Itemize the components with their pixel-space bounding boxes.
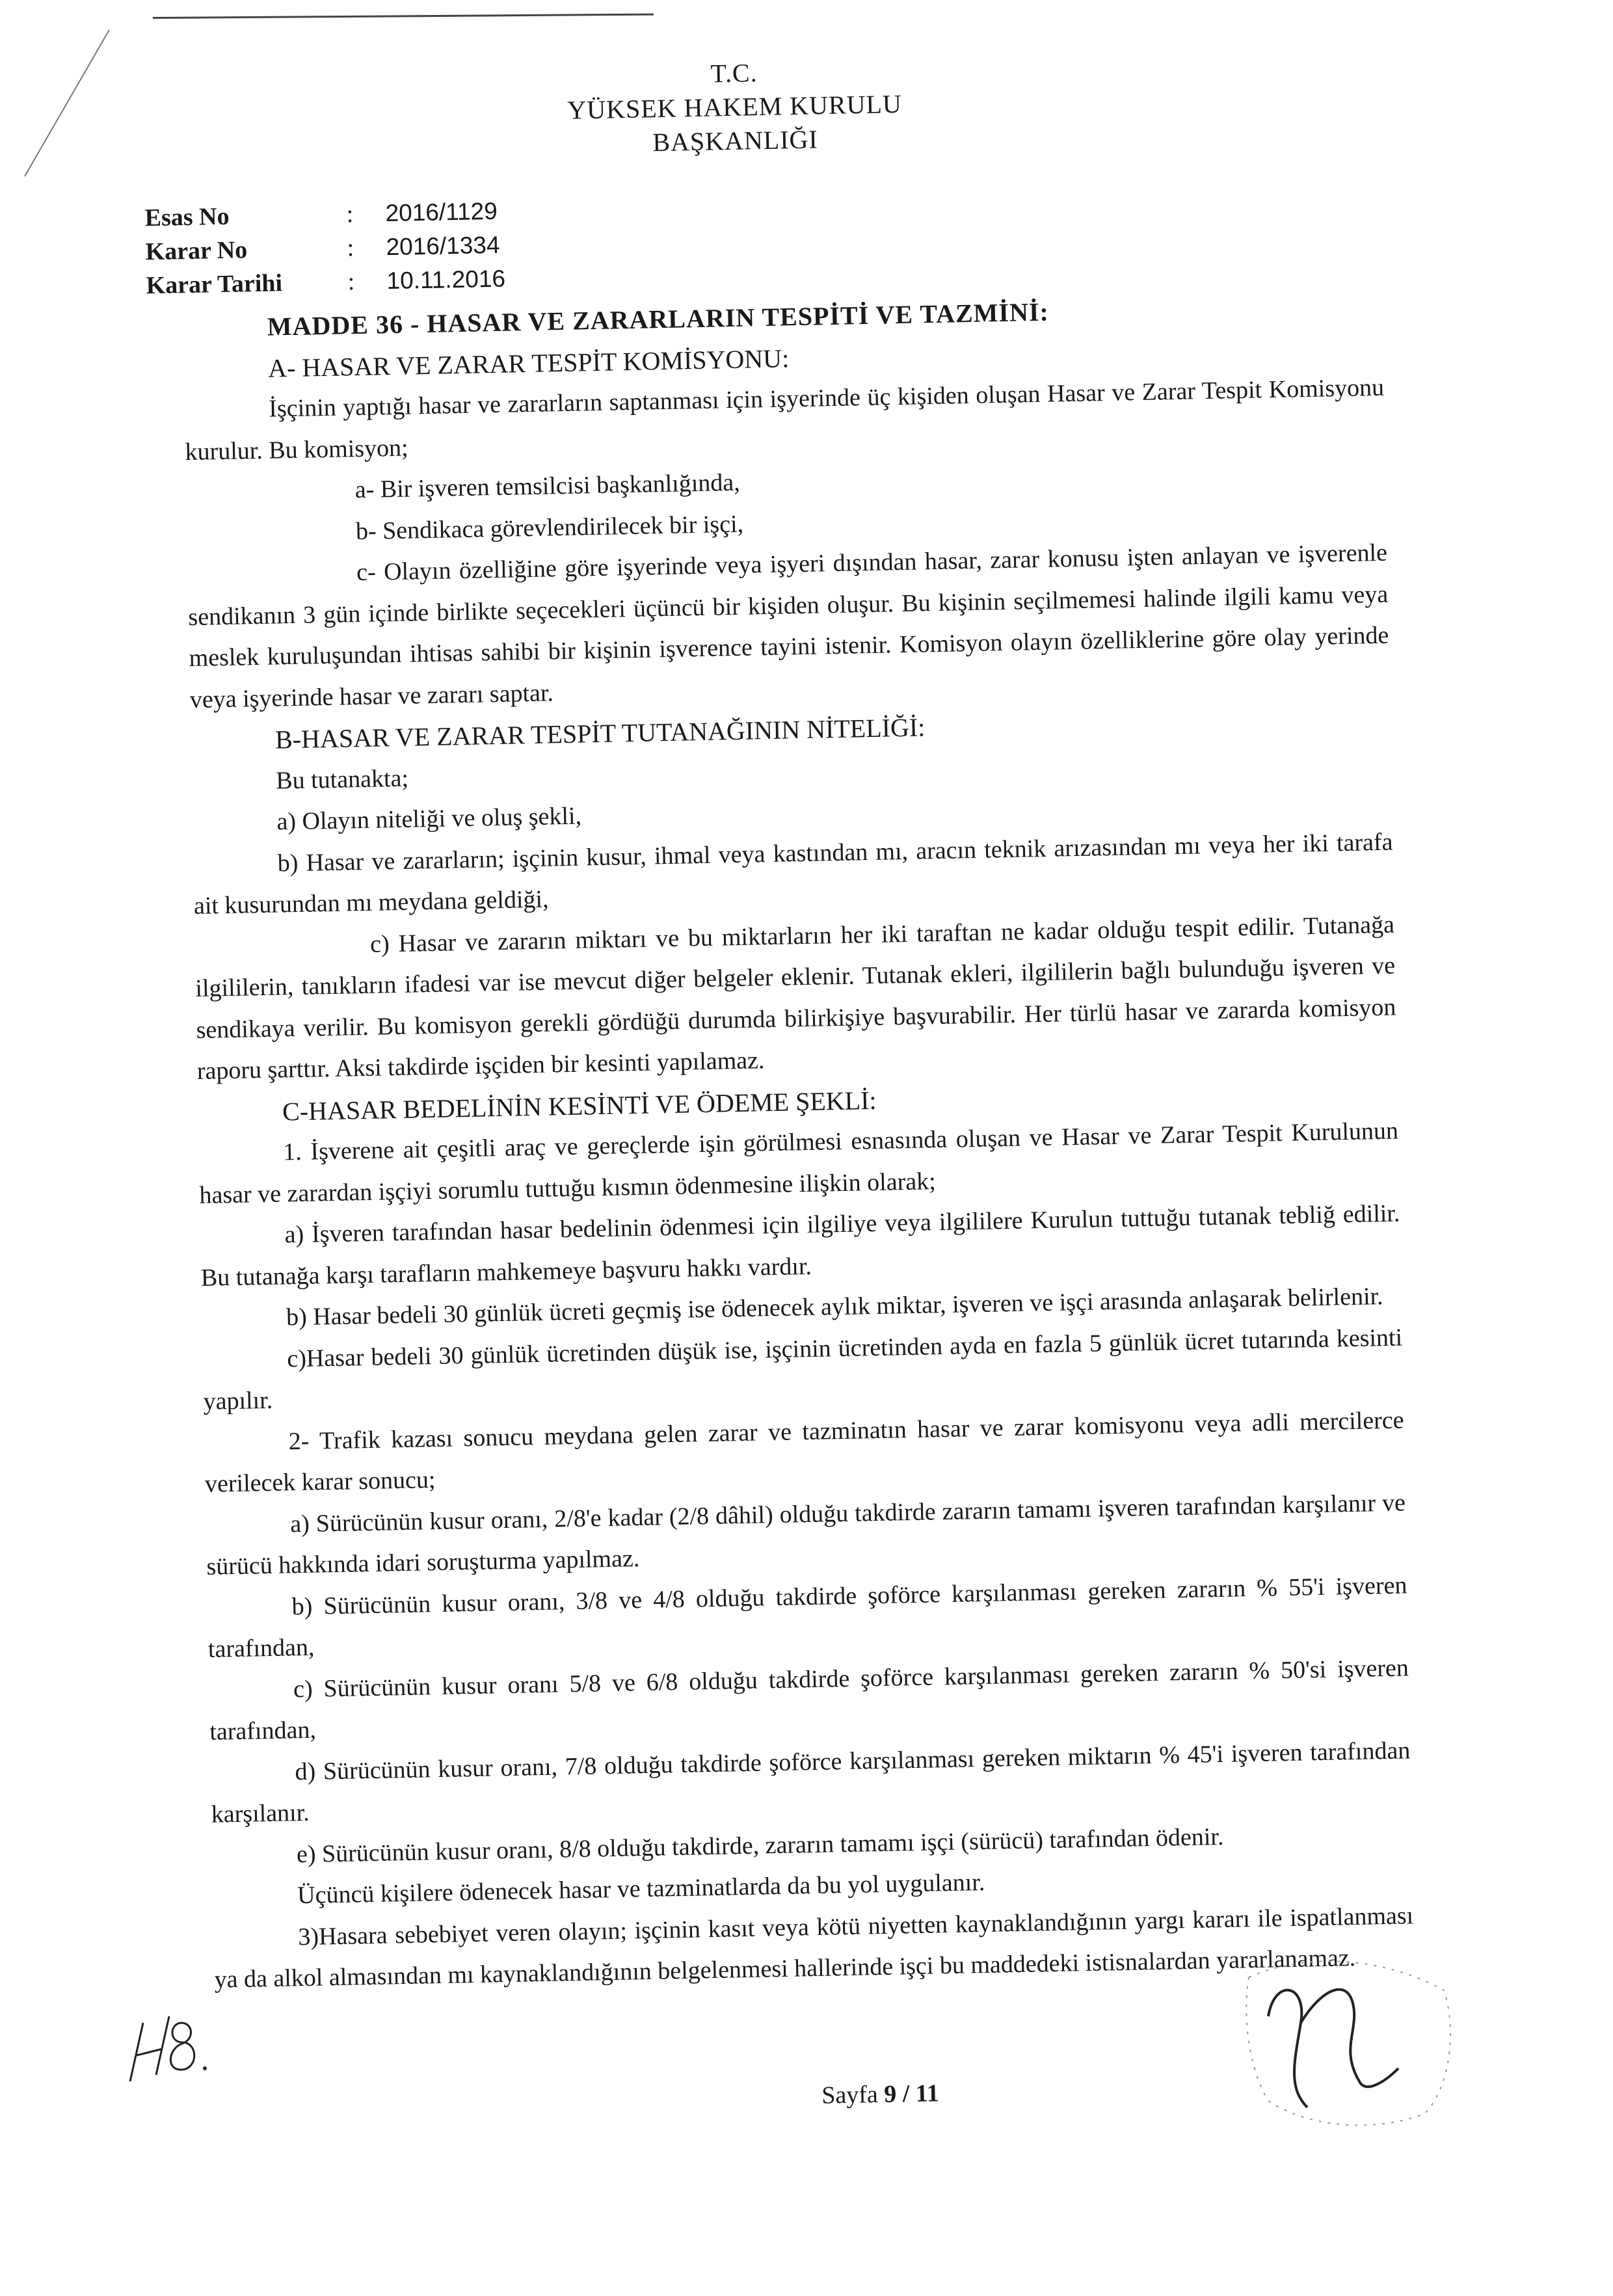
document-header	[487, 52, 983, 163]
page-prefix: Sayfa	[821, 2080, 885, 2109]
article-title: MADDE 36 - HASAR VE ZARARLARIN TESPİTİ VE TAZMİNİ:	[267, 297, 1050, 341]
section-c-heading: C-HASAR BEDELİNİN KESİNTİ VE ÖDEME ŞEKLİ:	[282, 1085, 877, 1126]
item-c2-b: b) Sürücünün kusur oranı, 3/8 ve 4/8 olduğu takdirde şoförce karşılanması gereken zararın % 55'i işveren tarafından,	[207, 1571, 1407, 1663]
item-c1-a: a) İşveren tarafından hasar bedelinin ödenmesi için ilgiliye veya ilgililere Kurulun tuttuğu tutanak tebliğ edilir. Bu tutanağa karşı tarafların mahkemeye başvuru hakkı vardır.	[200, 1199, 1400, 1292]
item-c2-e: e) Sürücünün kusur oranı, 8/8 olduğu takdirde, zararın tamamı işçi (sürücü) tarafından ödenir.	[296, 1822, 1224, 1868]
item-c1-c: c)Hasar bedeli 30 günlük ücretinden düşük ise, işçinin ücretinden ayda en fazla 5 günlük ücret tutarında kesinti yapılır.	[203, 1323, 1403, 1415]
item-a-a: a- Bir işveren temsilcisi başkanlığında,	[354, 468, 741, 504]
item-c2-a: a) Sürücünün kusur oranı, 2/8'e kadar (2/8 dâhil) olduğu takdirde zararın tamamı işveren tarafından karşılanır ve sürücü hakkında idari soruşturma yapılmaz.	[206, 1488, 1406, 1581]
item-c2-d: d) Sürücünün kusur oranı, 7/8 olduğu takdirde şoförce karşılanması gereken miktarın % 45'i işveren tarafından karşılanır.	[211, 1736, 1411, 1828]
paragraph-b0: Bu tutanakta;	[275, 764, 409, 795]
paragraph-c3: 3)Hasara sebebiyet veren olayın; işçinin kasıt veya kötü niyetten kaynaklandığının yargı kararı ile ispatlanması ya da alkol almasından mı kaynaklandığının belgelenmesi hallerinde işçi bu maddedeki istisnalardan yararlanamaz.	[214, 1901, 1414, 1994]
tarih-label: Karar Tarihi	[146, 269, 283, 300]
case-metadata	[144, 194, 505, 303]
paragraph-c2: 2- Trafik kazası sonucu meydana gelen zarar ve tazminatın hasar ve zarar komisyonu veya adli mercilerce verilecek karar sonucu;	[204, 1406, 1404, 1498]
item-b-a: a) Olayın niteliği ve oluş şekli,	[276, 802, 582, 836]
meta-row-tarih	[146, 262, 505, 303]
item-c2-c: c) Sürücünün kusur oranı 5/8 ve 6/8 olduğu takdirde şoförce karşılanması gereken zararın % 50'si işveren tarafından,	[209, 1653, 1409, 1746]
esas-value: 2016/1129	[385, 197, 498, 227]
item-a-b: b- Sendikaca görevlendirilecek bir işçi,	[355, 510, 744, 545]
header-line-presidency: BAŞKANLIĞI	[652, 124, 819, 157]
karar-value: 2016/1334	[386, 231, 500, 261]
handwritten-initials	[117, 1997, 215, 2094]
paragraph-c2-f: Üçüncü kişilere ödenecek hasar ve tazminatlarda da bu yol uygulanır.	[297, 1868, 985, 1910]
document-body	[182, 285, 1415, 2001]
page-value: 9 / 11	[883, 2079, 940, 2108]
paragraph-c1: 1. İşverene ait çeşitli araç ve gereçlerde işin görülmesi esnasında oluşan ve Hasar ve Zarar Tespit Kurulunun hasar ve zarardan işçiyi sorumlu tuttuğu kısmın ödenmesine ilişkin olarak;	[199, 1117, 1399, 1209]
esas-label: Esas No	[144, 202, 230, 232]
signature-stamp	[1229, 1938, 1463, 2133]
colon: :	[347, 234, 354, 262]
item-c1-b: b) Hasar bedeli 30 günlük ücreti geçmiş ise ödenecek aylık miktar, işveren ve işçi arasında anlaşarak belirlenir.	[286, 1283, 1383, 1331]
colon: :	[347, 268, 355, 296]
item-b-b: b) Hasar ve zararların; işçinin kusur, ihmal veya kastından mı, aracın teknik arızasından mı veya her iki tarafa ait kusurundan mı meydana geldiği,	[193, 828, 1393, 920]
section-a-heading: A- HASAR VE ZARAR TESPİT KOMİSYONU:	[267, 343, 790, 383]
karar-label: Karar No	[145, 236, 248, 266]
colon: :	[346, 200, 354, 228]
header-line-institution: YÜKSEK HAKEM KURULU	[567, 88, 903, 125]
item-b-c: c) Hasar ve zararın miktarı ve bu miktarların her iki taraftan ne kadar olduğu tespit edilir. Tutanağa ilgililerin, tanıkların ifadesi var ise mevcut diğer belgeler eklenir. Tutanak ekleri, ilgililerin bağlı bulunduğu işveren ve sendikaya verilir. Bu komisyon gerekli gördüğü durumda bilirkişiye başvurabilir. Her türlü hasar ve zararda komisyon raporu şarttır. Aksi takdirde işçiden bir kesinti yapılamaz.	[195, 911, 1396, 1085]
section-b-heading: B-HASAR VE ZARAR TESPİT TUTANAĞININ NİTELİĞİ:	[274, 712, 926, 754]
page-number	[821, 2079, 939, 2109]
paragraph-a1: İşçinin yaptığı hasar ve zararların saptanması için işyerinde üç kişiden oluşan Hasar ve Zarar Tespit Komisyonu kurulur. Bu komisyon;	[185, 373, 1385, 466]
item-a-c: c- Olayın özelliğine göre işyerinde veya işyeri dışından hasar, zarar konusu işten anlayan ve işverenle sendikanın 3 gün içinde birlikte seçecekleri üçüncü bir kişiden oluşur. Bu kişinin seçilmemesi halinde ilgili kamu veya meslek kuruluşundan ihtisas sahibi bir kişinin işverence tayini istenir. Komisyon olayın özelliklerine göre olay yerinde veya işyerinde hasar ve zararı saptar.	[188, 539, 1389, 714]
tarih-value: 10.11.2016	[386, 265, 506, 295]
header-line-tc: T.C.	[710, 58, 758, 88]
